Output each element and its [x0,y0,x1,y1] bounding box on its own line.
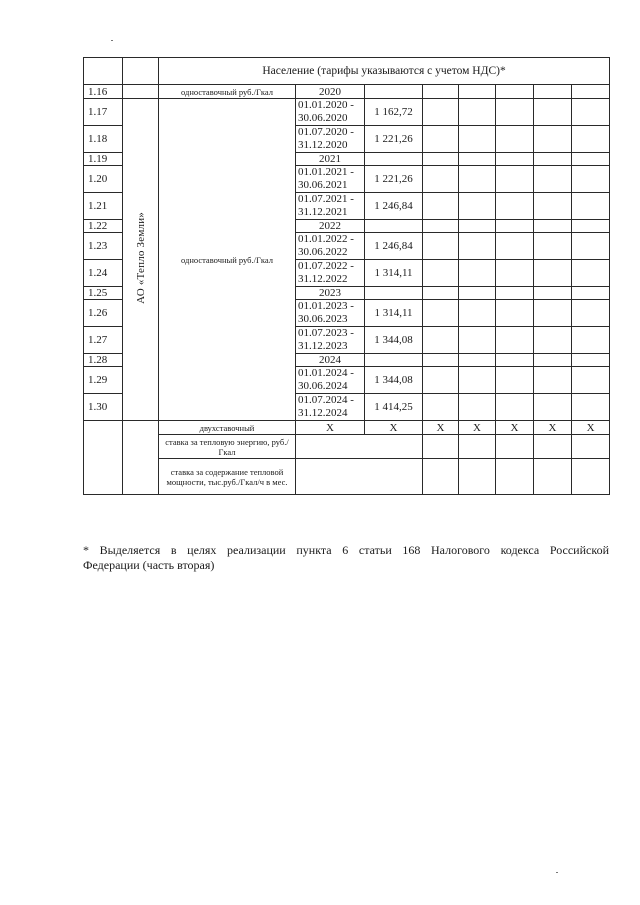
empty-cell [423,327,459,354]
header-blank-num [84,58,123,85]
empty-cell [459,99,496,126]
row-number: 1.16 [84,85,123,99]
tariff-table [83,57,610,495]
empty-num-cell [84,421,123,495]
tariff-value: 1 246,84 [365,193,423,220]
period-start: 01.07.2023 - [298,327,354,339]
capacity-rate-row [84,459,610,495]
empty-cell [459,394,496,421]
period-cell [296,327,365,354]
empty-cell [534,233,572,260]
empty-cell [496,99,534,126]
empty-cell [534,354,572,367]
empty-cell [423,287,459,300]
empty-cell [423,193,459,220]
empty-cell [496,153,534,166]
empty-cell [572,153,610,166]
tariff-value: 1 221,26 [365,126,423,153]
empty-cell [423,126,459,153]
period-end: 30.06.2021 [298,179,348,191]
period-cell [296,193,365,220]
empty-cell [534,327,572,354]
empty-cell [423,300,459,327]
row-number: 1.28 [84,354,123,367]
footnote [83,543,609,573]
empty-cell [572,85,610,99]
empty-cell [365,153,423,166]
empty-cell [496,166,534,193]
empty-cell [423,220,459,233]
year-cell: 2021 [296,153,365,166]
period-end: 31.12.2024 [298,407,348,419]
empty-cell [459,354,496,367]
x-mark: X [496,421,534,435]
empty-cell [496,287,534,300]
empty-cell [534,260,572,287]
empty-cell [459,85,496,99]
period-start: 01.07.2022 - [298,260,354,272]
empty-cell [496,435,534,459]
table-row [84,85,610,99]
row-number: 1.19 [84,153,123,166]
two-part-row [84,421,610,435]
empty-cell [534,126,572,153]
empty-cell [572,300,610,327]
empty-cell [534,193,572,220]
organization-cell [123,99,159,421]
empty-cell [496,260,534,287]
period-end: 31.12.2023 [298,340,348,352]
empty-cell [423,435,459,459]
empty-cell [534,435,572,459]
empty-cell [534,153,572,166]
capacity-rate-label: ставка за содержание тепловой мощности, тыс.руб./Гкал/ч в мес. [159,459,296,495]
org-top-cell [123,85,159,99]
energy-rate-label: ставка за тепловую энергию, руб./Гкал [159,435,296,459]
year-cell: 2024 [296,354,365,367]
row-number: 1.20 [84,166,123,193]
empty-cell [496,233,534,260]
row-number: 1.26 [84,300,123,327]
population-header: Население (тарифы указываются с учетом НДС)* [159,58,610,85]
empty-cell [496,220,534,233]
empty-cell [496,367,534,394]
period-end: 31.12.2020 [298,139,348,151]
empty-cell [572,126,610,153]
period-cell [296,300,365,327]
footnote-line-2: Федерации (часть вторая) [83,558,215,572]
row-number: 1.22 [84,220,123,233]
empty-cell [459,126,496,153]
row-number: 1.18 [84,126,123,153]
empty-cell [572,99,610,126]
empty-cell [534,99,572,126]
row-number: 1.30 [84,394,123,421]
scan-speck [111,40,113,41]
tariff-value: 1 314,11 [365,260,423,287]
period-start: 01.01.2024 - [298,367,354,379]
empty-cell [459,367,496,394]
empty-cell [459,459,496,495]
period-start: 01.07.2020 - [298,126,354,138]
empty-cell [459,300,496,327]
period-cell [296,99,365,126]
single-rate-label: одноставочный руб./Гкал [159,99,296,421]
empty-cell [365,354,423,367]
x-mark: X [296,421,365,435]
period-start: 01.07.2021 - [298,193,354,205]
empty-cell [572,233,610,260]
organization-name: АО «Тепло Земли» [134,212,147,304]
empty-cell [534,394,572,421]
period-start: 01.07.2024 - [298,394,354,406]
empty-cell [572,435,610,459]
x-mark: X [423,421,459,435]
table-header-row [84,58,610,85]
empty-cell [496,126,534,153]
empty-cell [496,394,534,421]
row-number: 1.24 [84,260,123,287]
period-cell [296,233,365,260]
empty-cell [496,193,534,220]
row-number: 1.23 [84,233,123,260]
empty-cell [572,166,610,193]
empty-org-cell [123,421,159,495]
empty-cell [423,99,459,126]
period-start: 01.01.2021 - [298,166,354,178]
row-number: 1.17 [84,99,123,126]
period-start: 01.01.2022 - [298,233,354,245]
empty-cell [496,327,534,354]
period-end: 31.12.2022 [298,273,348,285]
empty-cell [534,300,572,327]
empty-cell [459,166,496,193]
empty-cell [572,459,610,495]
empty-cell [423,85,459,99]
empty-cell [572,327,610,354]
empty-cell [534,367,572,394]
x-mark: X [459,421,496,435]
tariff-value: 1 344,08 [365,367,423,394]
year-cell: 2022 [296,220,365,233]
row-number: 1.29 [84,367,123,394]
period-start: 01.01.2023 - [298,300,354,312]
tariff-value: 1 314,11 [365,300,423,327]
empty-cell [423,153,459,166]
header-blank-org [123,58,159,85]
empty-cell [496,300,534,327]
empty-cell [365,287,423,300]
empty-cell [423,394,459,421]
empty-cell [572,220,610,233]
footnote-line-1: * Выделяется в целях реализации пункта 6 статьи 168 Налогового кодекса Российской [83,543,609,557]
empty-cell [423,459,459,495]
empty-cell [365,220,423,233]
single-rate-label-top: одноставочный руб./Гкал [159,85,296,99]
empty-cell [534,287,572,300]
scan-speck [556,872,558,873]
two-part-label: двухставочный [159,421,296,435]
empty-cell [365,85,423,99]
period-end: 30.06.2022 [298,246,348,258]
row-number: 1.21 [84,193,123,220]
empty-cell [572,394,610,421]
empty-cell [423,166,459,193]
empty-cell [459,287,496,300]
empty-cell [296,435,423,459]
empty-cell [423,367,459,394]
empty-cell [296,459,423,495]
table-row [84,99,610,126]
empty-cell [459,220,496,233]
x-mark: X [534,421,572,435]
period-end: 31.12.2021 [298,206,348,218]
period-cell [296,260,365,287]
energy-rate-row [84,435,610,459]
empty-cell [572,354,610,367]
row-number: 1.27 [84,327,123,354]
empty-cell [423,354,459,367]
tariff-value: 1 414,25 [365,394,423,421]
year-cell: 2020 [296,85,365,99]
x-mark: X [572,421,610,435]
row-number: 1.25 [84,287,123,300]
empty-cell [572,367,610,394]
empty-cell [496,354,534,367]
empty-cell [459,153,496,166]
tariff-value: 1 246,84 [365,233,423,260]
period-end: 30.06.2023 [298,313,348,325]
x-mark: X [365,421,423,435]
period-start: 01.01.2020 - [298,99,354,111]
empty-cell [534,459,572,495]
empty-cell [534,166,572,193]
empty-cell [459,435,496,459]
tariff-value: 1 221,26 [365,166,423,193]
period-cell [296,166,365,193]
tariff-value: 1 344,08 [365,327,423,354]
empty-cell [572,193,610,220]
period-end: 30.06.2024 [298,380,348,392]
empty-cell [572,260,610,287]
period-cell [296,126,365,153]
empty-cell [496,459,534,495]
year-cell: 2023 [296,287,365,300]
empty-cell [459,233,496,260]
empty-cell [534,220,572,233]
empty-cell [423,260,459,287]
empty-cell [459,327,496,354]
empty-cell [496,85,534,99]
empty-cell [423,233,459,260]
empty-cell [572,287,610,300]
period-cell [296,394,365,421]
empty-cell [459,260,496,287]
empty-cell [459,193,496,220]
empty-cell [534,85,572,99]
period-end: 30.06.2020 [298,112,348,124]
period-cell [296,367,365,394]
tariff-value: 1 162,72 [365,99,423,126]
